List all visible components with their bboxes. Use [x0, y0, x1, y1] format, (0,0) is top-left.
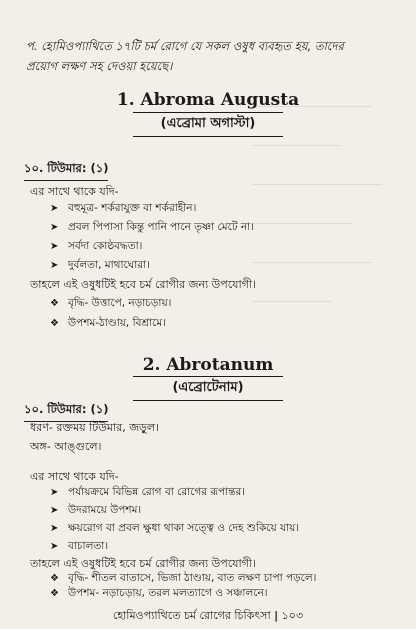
arrow-bullet-icon: ➤: [50, 487, 59, 498]
arrow-bullet-icon: ➤: [50, 203, 59, 214]
bleed-through-text: [252, 86, 402, 486]
symptom-text: উদরাময়ে উপশম।: [68, 504, 142, 516]
intro-line-1: প. হোমিওপ্যাথিতে ১৭টি চর্ম রোগে যে সকল ওষুধ ব্যবহৃত হয়, তাদের: [26, 39, 344, 53]
page-number: ১০৩: [281, 609, 304, 622]
remedy-2-title: 2. Abrotanum: [142, 355, 274, 375]
remedy-1-bengali-name: (এব্রোমা অগাস্টা): [133, 112, 283, 137]
symptom-text: পর্যায়ক্রমে বিভিন্ন রোগ বা রোগের রূপান্তর।: [68, 486, 245, 498]
remedy-1-section-heading: ১০. টিউমার: (১): [24, 160, 108, 181]
symptom-text: প্রবল পিপাসা কিন্তু পানি পানে তৃষ্ণা মেটে না।: [68, 221, 254, 233]
remedy-2-with-text: এর সাথে থাকে যদি-: [30, 470, 119, 483]
list-item: [50, 316, 166, 333]
symptom-text: দুর্বলতা, মাথাঘোরা।: [68, 259, 150, 271]
diamond-bullet-icon: ❖: [50, 318, 59, 329]
remedy-2-bengali-name: (এব্রোটেনাম): [133, 376, 283, 401]
list-item: [50, 485, 245, 502]
arrow-bullet-icon: ➤: [50, 505, 59, 516]
remedy-1-with-text: এর সাথে থাকে যদি-: [30, 185, 119, 198]
list-item: [50, 521, 299, 538]
modality-text: বৃদ্ধি- উত্তাপে, নড়াচড়ায়।: [68, 297, 172, 309]
intro-line-2: প্রয়োগ লক্ষণ সহ দেওয়া হয়েছে।: [26, 59, 173, 73]
list-item: [50, 220, 254, 237]
list-item: [50, 539, 108, 556]
remedy-2-conclusion: তাহলে এই ওষুধটিই হবে চর্ম রোগীর জন্য উপযোগী।: [30, 557, 256, 570]
footer-book-title: হোমিওপ্যাথিতে চর্ম রোগের চিকিৎসা: [112, 609, 271, 622]
remedy-2-part-text: অঙ্গ- আঙ্গুলে।: [30, 440, 102, 453]
arrow-bullet-icon: ➤: [50, 541, 59, 552]
arrow-bullet-icon: ➤: [50, 241, 59, 252]
list-item: [50, 239, 142, 256]
remedy-1-title: 1. Abroma Augusta: [116, 90, 300, 110]
page-footer: [0, 607, 416, 626]
list-item: [50, 503, 141, 520]
list-item: [50, 296, 171, 313]
modality-text: বৃদ্ধি- শীতল বাতাসে, ভিজা ঠাণ্ডায়, বাত লক্ষণ চাপা পড়লে।: [68, 572, 317, 584]
arrow-bullet-icon: ➤: [50, 523, 59, 534]
list-item: [50, 258, 150, 275]
symptom-text: ক্ষয়রোগ বা প্রবল ক্ষুধা থাকা সত্ত্বে ও দেহ শুকিয়ে যায়।: [68, 522, 300, 534]
diamond-bullet-icon: ❖: [50, 588, 59, 599]
remedy-1-conclusion: তাহলে এই ওষুধটিই হবে চর্ম রোগীর জন্য উপযোগী।: [30, 278, 256, 291]
list-item: [50, 201, 196, 218]
arrow-bullet-icon: ➤: [50, 222, 59, 233]
intro-paragraph: [26, 36, 392, 76]
modality-text: উপশম- নড়াচড়ায়, তরল মলত্যাগে ও সঞ্চালনে।: [68, 587, 268, 599]
arrow-bullet-icon: ➤: [50, 260, 59, 271]
footer-separator: |: [274, 609, 279, 622]
modality-text: উপশম-ঠাণ্ডায়, বিশ্রামে।: [68, 317, 166, 329]
diamond-bullet-icon: ❖: [50, 573, 59, 584]
list-item: [50, 586, 268, 603]
symptom-text: সর্বদা কোষ্ঠবদ্ধতা।: [68, 240, 143, 252]
symptom-text: বহুমূত্র- শর্করাযুক্ত বা শর্করাহীন।: [68, 202, 197, 214]
symptom-text: বাচালতা।: [68, 540, 109, 552]
remedy-2-form-text: ধরণ- রক্তময় টিউমার, জড়ুল।: [30, 421, 160, 434]
remedy-2-section-heading: ১০. টিউমার: (১): [24, 401, 108, 422]
diamond-bullet-icon: ❖: [50, 298, 59, 309]
